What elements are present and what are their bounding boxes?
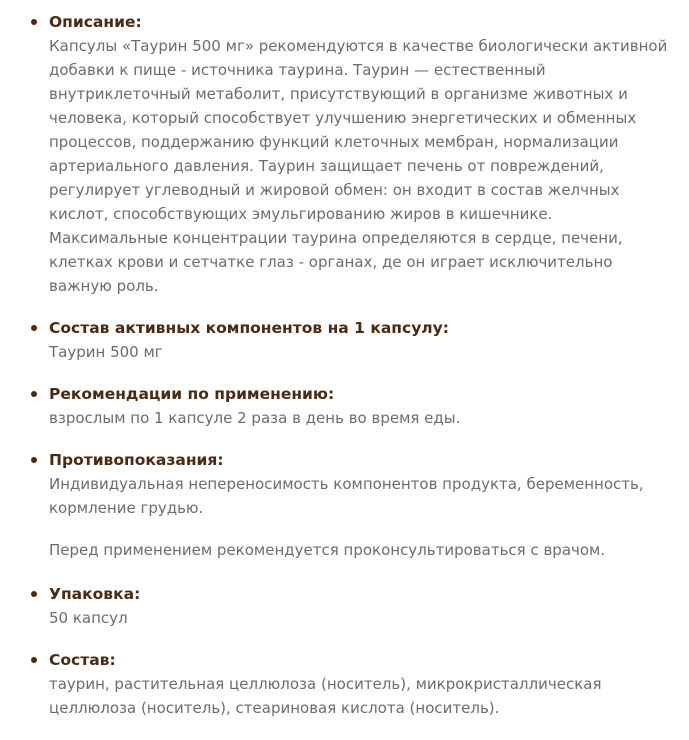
section-composition bbox=[0, 648, 689, 720]
section-heading: Упаковка: bbox=[49, 585, 141, 603]
section-packaging bbox=[0, 582, 689, 630]
bullet-icon bbox=[31, 657, 37, 663]
section-contraindications bbox=[0, 448, 689, 520]
section-text: Индивидуальная непереносимость компонентов продукта, беременность, кормление грудью. bbox=[49, 475, 644, 517]
section-heading: Состав активных компонентов на 1 капсулу: bbox=[49, 319, 449, 337]
section-heading: Состав: bbox=[49, 651, 116, 669]
bullet-icon bbox=[31, 457, 37, 463]
bullet-icon bbox=[31, 591, 37, 597]
section-heading: Противопоказания: bbox=[49, 451, 224, 469]
bullet-icon bbox=[31, 19, 37, 25]
bullet-icon bbox=[31, 325, 37, 331]
section-heading: Рекомендации по применению: bbox=[49, 385, 335, 403]
section-heading: Описание: bbox=[49, 13, 142, 31]
section-description bbox=[0, 10, 689, 298]
section-text: взрослым по 1 капсуле 2 раза в день во время еды. bbox=[49, 409, 461, 427]
section-text: 50 капсул bbox=[49, 609, 128, 627]
bullet-icon bbox=[31, 391, 37, 397]
section-text: Капсулы «Таурин 500 мг» рекомендуются в качестве биологически активной добавки к пище - источника таурина. Таурин — естественный внутриклеточный метаболит, присутствующий в организме животных и человека, который способствует улучшению энергетических и обменных процессов, поддержанию функций клеточных мембран, нормализации артериального давления. Таурин защищает печень от повреждений, регулирует углеводный и жировой обмен: он входит в состав желчных кислот, способствующих эмульгированию жиров в кишечнике. Максимальные концентрации таурина определяются в сердце, печени, клетках крови и сетчатке глаз - органах, де он играет исключительно важную роль. bbox=[49, 37, 668, 295]
section-text: Таурин 500 мг bbox=[49, 343, 163, 361]
consult-note: Перед применением рекомендуется проконсультироваться с врачом. bbox=[49, 541, 606, 559]
section-usage bbox=[0, 382, 689, 430]
section-active-components bbox=[0, 316, 689, 364]
section-text: таурин, растительная целлюлоза (носитель), микрокристаллическая целлюлоза (носитель), стеариновая кислота (носитель). bbox=[49, 675, 602, 717]
